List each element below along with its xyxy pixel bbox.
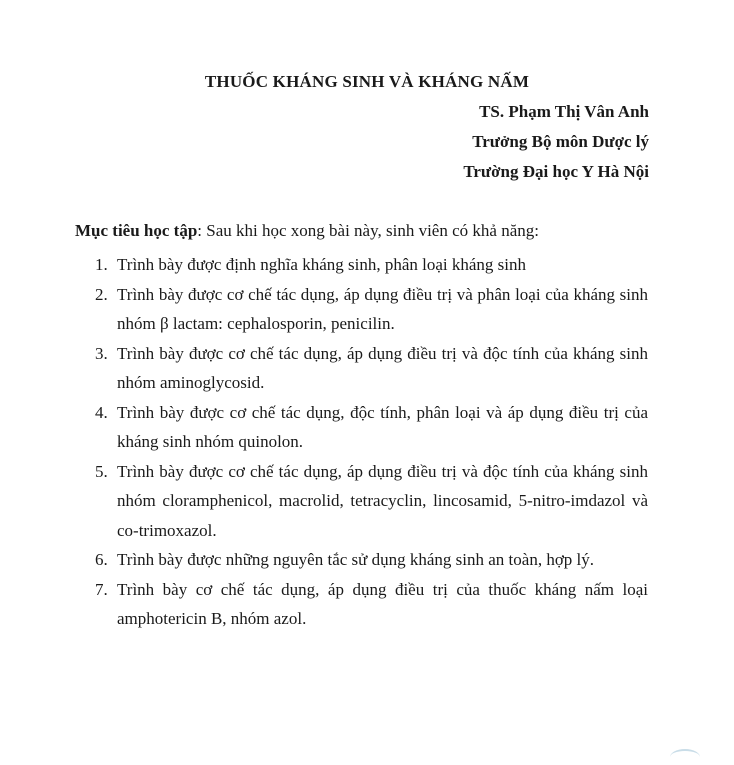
objective-number: 1. [95, 255, 108, 274]
objective-number: 4. [95, 402, 108, 422]
corner-decoration [670, 749, 700, 765]
objectives-intro [75, 221, 539, 241]
objective-item [95, 339, 648, 398]
objective-text: Trình bày cơ chế tác dụng, áp dụng điều trị của thuốc kháng nấm loại amphotericin B, nhóm azol. [117, 579, 648, 628]
objective-text: Trình bày được cơ chế tác dụng, áp dụng điều trị và độc tính của kháng sinh nhóm aminoglycosid. [117, 343, 648, 392]
objectives-list [95, 250, 648, 634]
author-name: TS. Phạm Thị Vân Anh [479, 102, 649, 121]
author-organization: Trường Đại học Y Hà Nội [463, 162, 649, 181]
objective-number: 6. [95, 550, 108, 569]
objective-item [95, 575, 648, 634]
objective-item [95, 457, 648, 546]
objective-number: 5. [95, 461, 108, 481]
objective-item [95, 250, 648, 280]
objective-number: 7. [95, 579, 108, 599]
objective-item [95, 280, 648, 339]
objective-text: Trình bày được định nghĩa kháng sinh, phân loại kháng sinh [117, 255, 527, 274]
objective-item [95, 398, 648, 457]
objective-text: Trình bày được cơ chế tác dụng, áp dụng điều trị và độc tính của kháng sinh nhóm cloramphenicol, macrolid, tetracyclin, lincosamid, 5-nitro-imdazol và co-trimoxazol. [117, 461, 648, 540]
objective-number: 3. [95, 343, 108, 363]
objective-item [95, 545, 648, 575]
objective-number: 2. [95, 284, 108, 304]
document-title: THUỐC KHÁNG SINH VÀ KHÁNG NẤM [204, 72, 530, 91]
objective-text: Trình bày được những nguyên tắc sử dụng kháng sinh an toàn, hợp lý. [117, 550, 595, 569]
author-role: Trưởng Bộ môn Dược lý [472, 132, 649, 151]
objectives-intro-text: : Sau khi học xong bài này, sinh viên có khả năng: [197, 221, 539, 240]
objectives-label: Mục tiêu học tập [75, 221, 198, 240]
objective-text: Trình bày được cơ chế tác dụng, áp dụng điều trị và phân loại của kháng sinh nhóm β lactam: cephalosporin, penicilin. [117, 284, 648, 333]
objective-text: Trình bày được cơ chế tác dụng, độc tính, phân loại và áp dụng điều trị của kháng sinh nhóm quinolon. [117, 402, 648, 451]
